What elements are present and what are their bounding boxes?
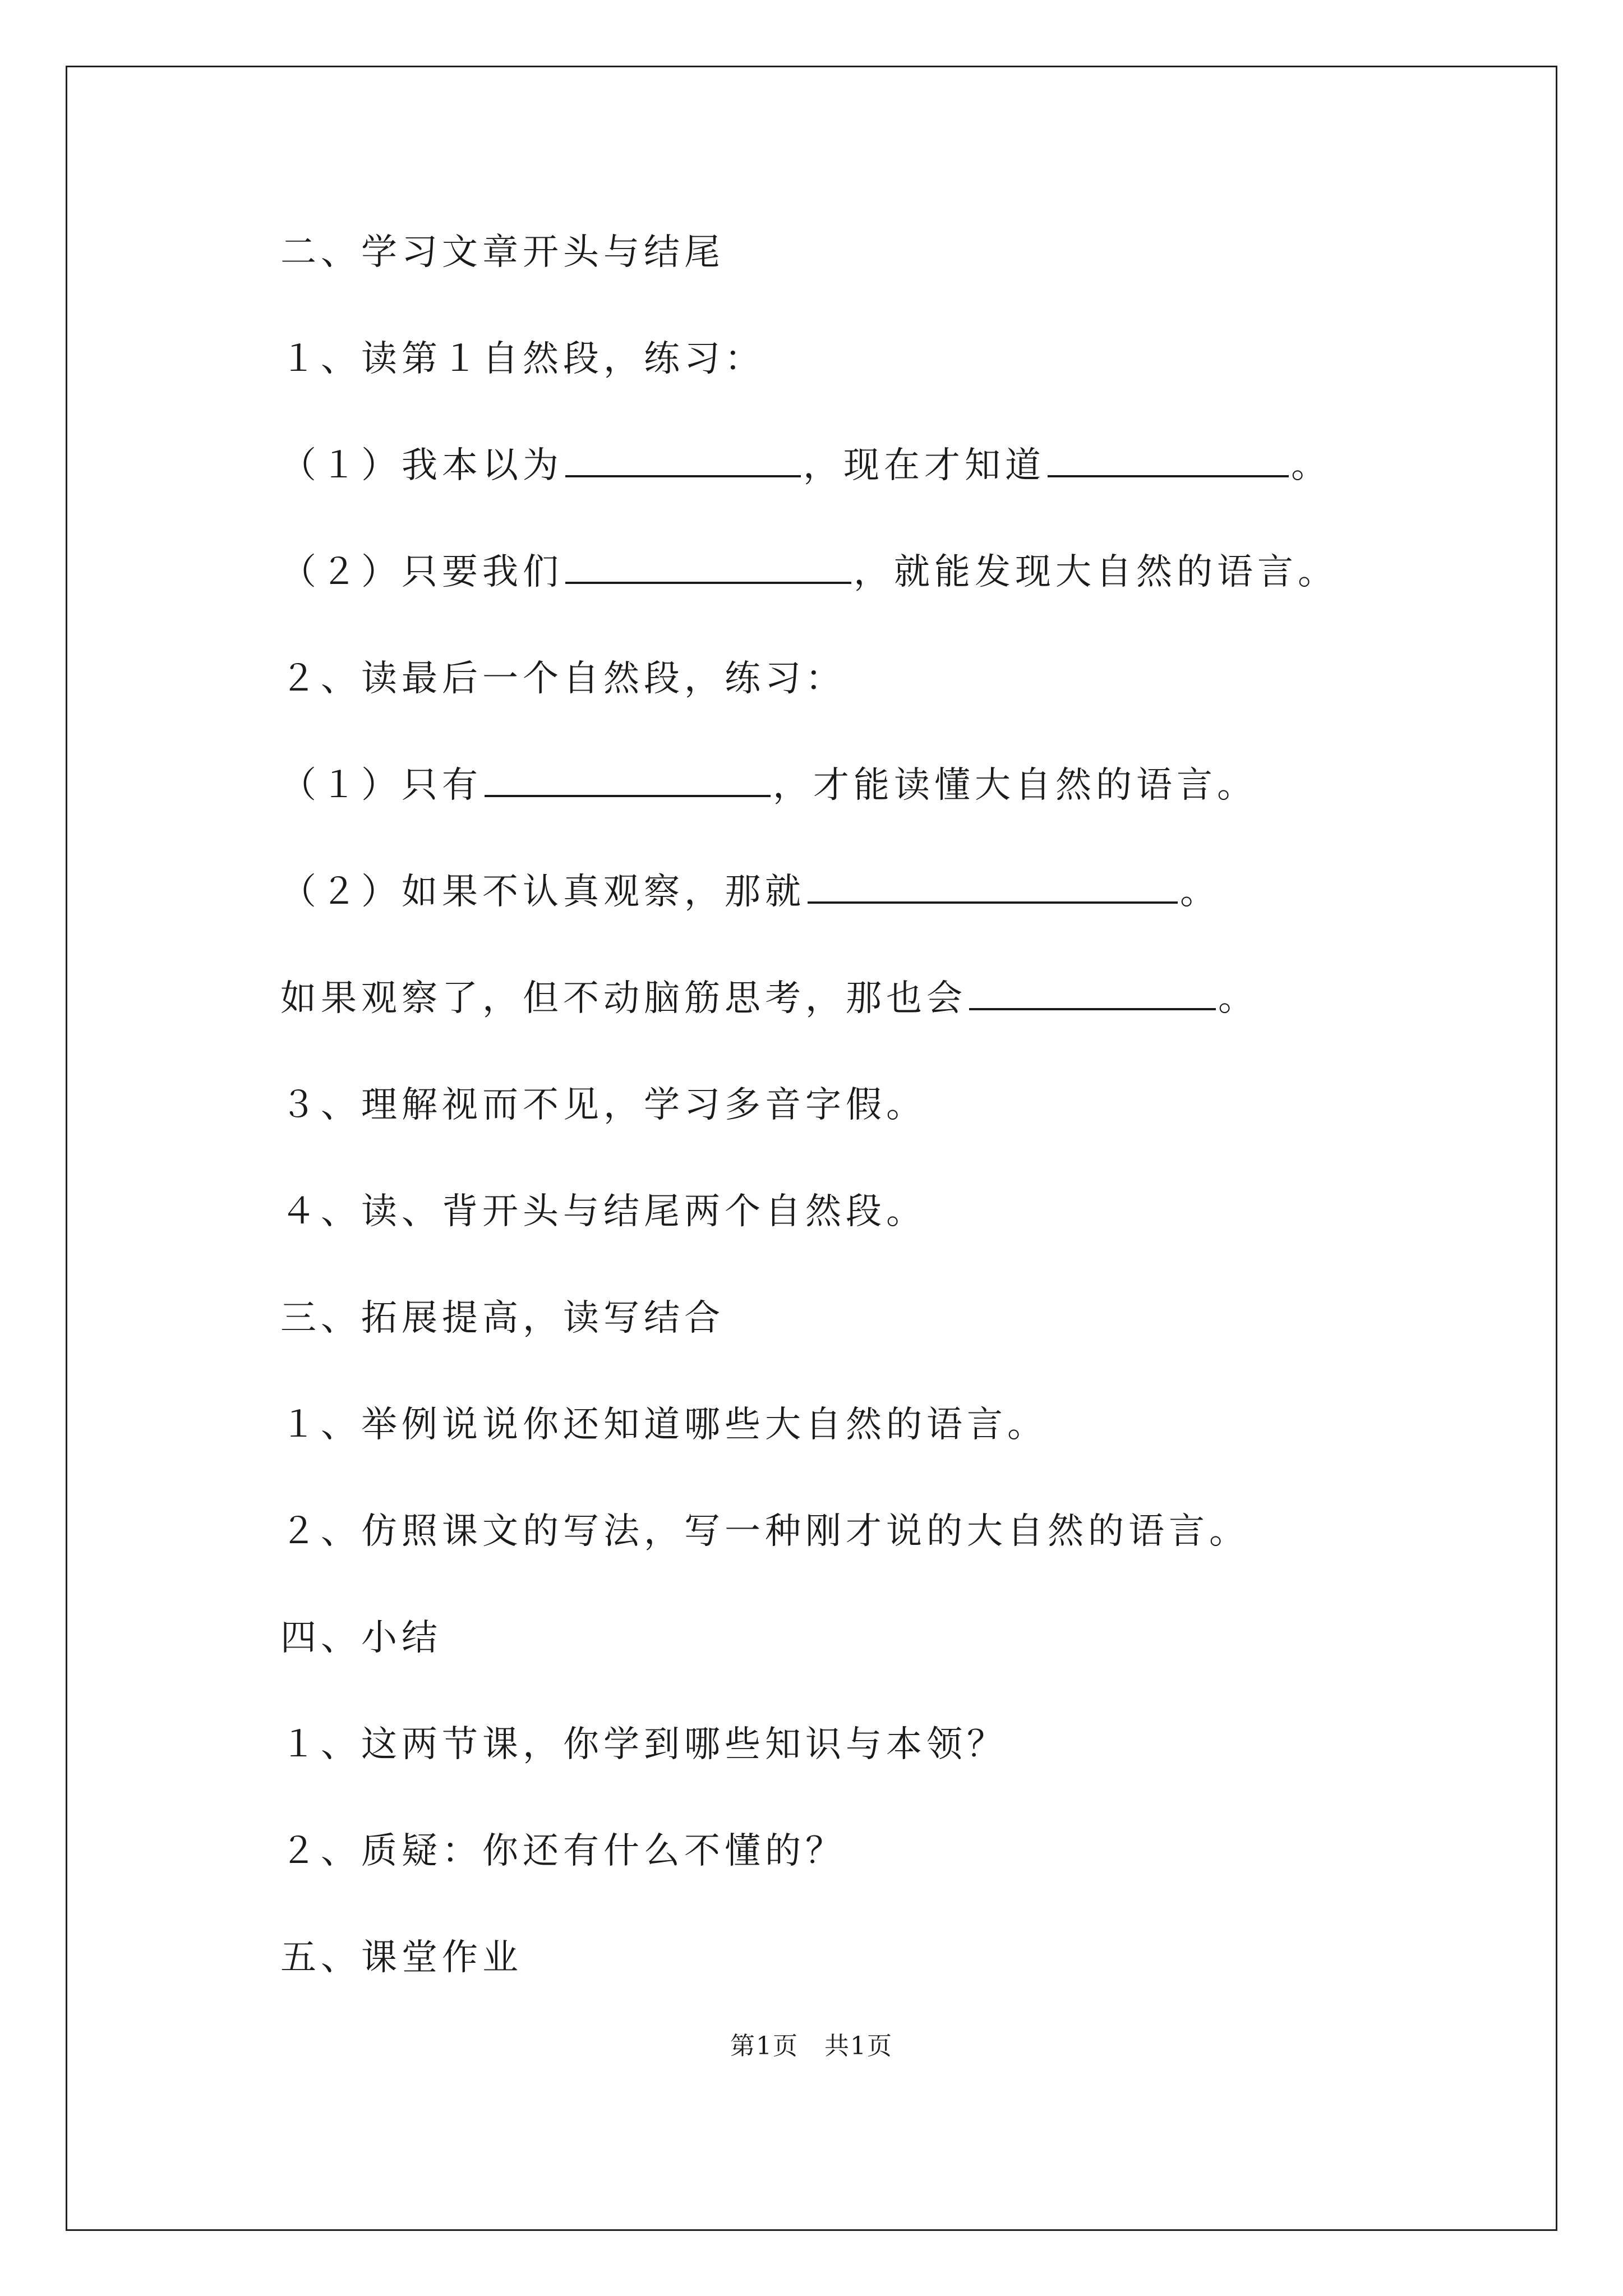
line-text: ３、理解视而不见，学习多音字假。 (280, 1084, 926, 1126)
fill-blank (485, 765, 771, 797)
line-text: ，才能读懂大自然的语言。 (773, 765, 1257, 806)
list-item-2-4 (280, 1189, 926, 1234)
line-text: （１）只有 (280, 765, 482, 806)
line-text: 三、拓展提高，读写结合 (280, 1297, 725, 1339)
heading-section-4 (280, 1616, 442, 1660)
exercise-2-2-2-cont (280, 976, 1258, 1021)
list-item-3-2 (280, 1509, 1249, 1554)
line-text: ２、读最后一个自然段，练习： (280, 658, 846, 700)
exercise-2-2-1 (280, 763, 1257, 808)
heading-section-5 (280, 1935, 523, 1980)
fill-blank (565, 551, 851, 584)
page-border (66, 66, 1557, 2231)
heading-section-2 (280, 230, 725, 275)
page-number-footer: 第1页 共1页 (730, 2032, 893, 2060)
line-text: 。 (1218, 978, 1258, 1019)
exercise-2-2-2 (280, 869, 1220, 914)
exercise-2-1-2 (280, 550, 1338, 595)
line-text: ２、质疑：你还有什么不懂的？ (280, 1830, 846, 1872)
line-text: 五、课堂作业 (280, 1937, 523, 1978)
list-item-3-1 (280, 1402, 1048, 1447)
line-text: ２、仿照课文的写法，写一种刚才说的大自然的语言。 (280, 1511, 1249, 1552)
line-text: 二、学习文章开头与结尾 (280, 232, 725, 273)
fill-blank (565, 445, 801, 477)
list-item-2-2 (280, 656, 846, 701)
fill-blank (969, 978, 1216, 1010)
line-text: （２）如果不认真观察，那就 (280, 871, 805, 913)
line-text: ，现在才知道 (803, 445, 1045, 486)
exercise-2-1-1 (280, 443, 1331, 488)
list-item-4-2 (280, 1829, 846, 1874)
line-text: 。 (1180, 871, 1220, 913)
line-text: （２）只要我们 (280, 551, 563, 593)
fill-blank (808, 871, 1178, 904)
line-text: １、举例说说你还知道哪些大自然的语言。 (280, 1404, 1048, 1446)
list-item-2-1 (280, 337, 765, 381)
line-text: １、这两节课，你学到哪些知识与本领？ (280, 1724, 1007, 1765)
fill-blank (1048, 445, 1289, 477)
heading-section-3 (280, 1296, 725, 1341)
line-text: １、读第１自然段，练习： (280, 338, 765, 380)
list-item-2-3 (280, 1083, 926, 1128)
line-text: 如果观察了，但不动脑筋思考，那也会 (280, 978, 967, 1019)
line-text: （１）我本以为 (280, 445, 563, 486)
list-item-4-1 (280, 1722, 1007, 1767)
line-text: 四、小结 (280, 1617, 442, 1659)
line-text: ，就能发现大自然的语言。 (854, 551, 1338, 593)
line-text: 。 (1291, 445, 1331, 486)
line-text: ４、读、背开头与结尾两个自然段。 (280, 1191, 926, 1232)
